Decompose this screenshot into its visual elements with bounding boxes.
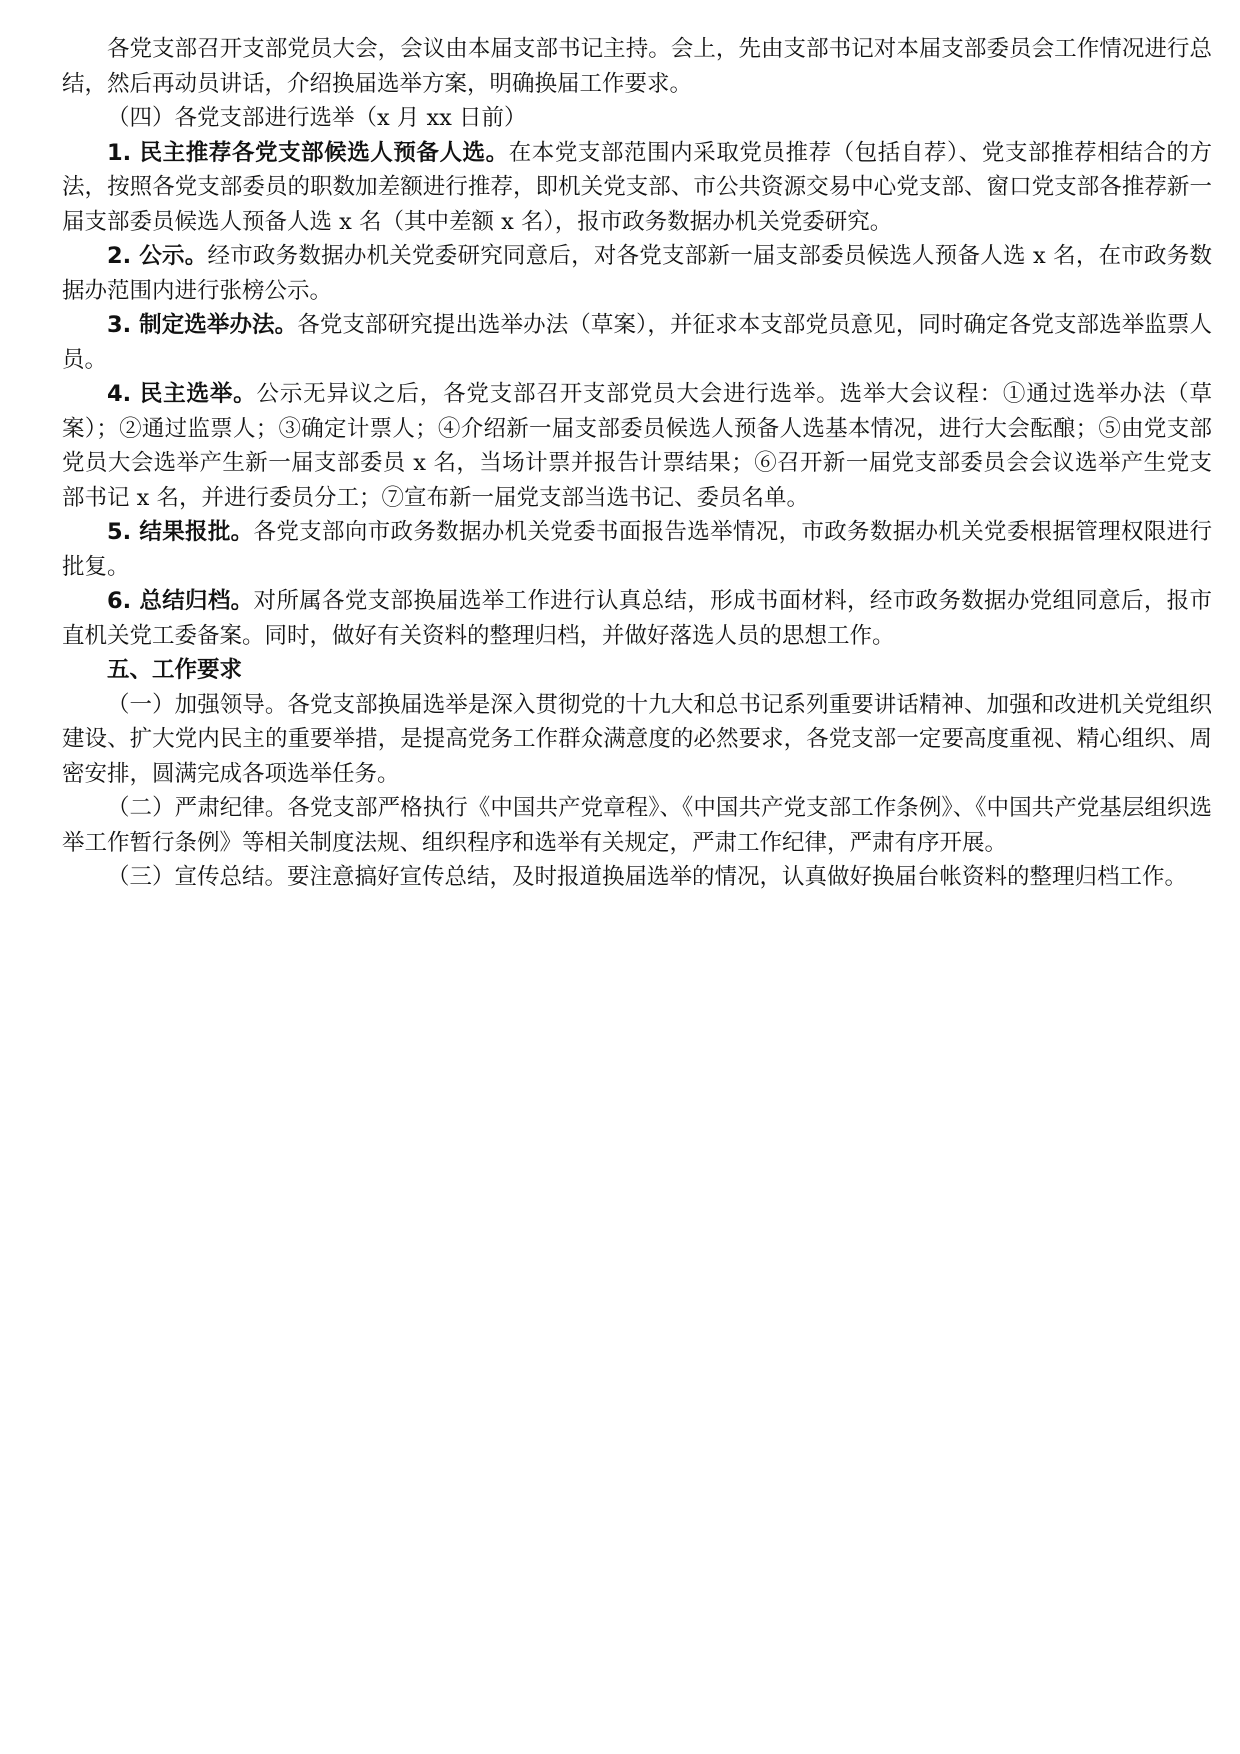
paragraph [62,32,1212,101]
paragraph-text: 各党支部召开支部党员大会，会议由本届支部书记主持。会上，先由支部书记对本届支部委员会工作情况进行总结，然后再动员讲话，介绍换届选举方案，明确换届工作要求。 [62,36,1212,97]
paragraph-lead: 1. 民主推荐各党支部候选人预备人选。 [107,139,509,166]
paragraph-text: 经市政务数据办机关党委研究同意后，对各党支部新一届支部委员候选人预备人选 x 名，在市政务数据办范围内进行张榜公示。 [62,243,1212,304]
paragraph [62,136,1212,240]
paragraph [62,308,1212,377]
paragraph-text: 各党支部向市政务数据办机关党委书面报告选举情况，市政务数据办机关党委根据管理权限进行批复。 [62,519,1212,580]
paragraph [62,377,1212,515]
paragraph-text: 对所属各党支部换届选举工作进行认真总结，形成书面材料，经市政务数据办党组同意后，报市直机关党工委备案。同时，做好有关资料的整理归档，并做好落选人员的思想工作。 [62,588,1212,649]
document-body [62,32,1212,895]
paragraph-text: （三）宣传总结。要注意搞好宣传总结，及时报道换届选举的情况，认真做好换届台帐资料的整理归档工作。 [107,864,1188,890]
subsection-heading [62,101,1212,136]
paragraph-text: （一）加强领导。各党支部换届选举是深入贯彻党的十九大和总书记系列重要讲话精神、加强和改进机关党组织建设、扩大党内民主的重要举措，是提高党务工作群众满意度的必然要求，各党支部一定要高度重视、精心组织、周密安排，圆满完成各项选举任务。 [62,691,1212,787]
paragraph [62,515,1212,584]
paragraph [62,239,1212,308]
paragraph-lead: 2. 公示。 [107,243,208,269]
paragraph-lead: 6. 总结归档。 [107,588,254,614]
section-heading-text: 五、工作要求 [107,657,243,683]
paragraph [62,688,1212,792]
paragraph-lead: 4. 民主选举。 [107,381,257,407]
paragraph-text: 公示无异议之后，各党支部召开支部党员大会进行选举。选举大会议程：①通过选举办法（草案）；②通过监票人；③确定计票人；④介绍新一届支部委员候选人预备人选基本情况，进行大会酝酿；⑤由党支部党员大会选举产生新一届支部委员 x 名，当场计票并报告计票结果；⑥召开新一届党支部委员会会议选举产生党支部书记 x 名，并进行委员分工；⑦宣布新一届党支部当选书记、委员名单。 [62,381,1212,511]
paragraph-lead: 5. 结果报批。 [107,519,254,545]
paragraph-text: （四）各党支部进行选举（x 月 xx 日前） [107,105,527,131]
paragraph [62,860,1212,895]
paragraph-text: 各党支部研究提出选举办法（草案），并征求本支部党员意见，同时确定各党支部选举监票人员。 [62,312,1212,373]
paragraph-text: （二）严肃纪律。各党支部严格执行《中国共产党章程》、《中国共产党支部工作条例》、《中国共产党基层组织选举工作暂行条例》等相关制度法规、组织程序和选举有关规定，严肃工作纪律，严肃有序开展。 [62,795,1212,856]
paragraph-lead: 3. 制定选举办法。 [107,312,298,338]
paragraph-text: 在本党支部范围内采取党员推荐（包括自荐）、党支部推荐相结合的方法，按照各党支部委员的职数加差额进行推荐，即机关党支部、市公共资源交易中心党支部、窗口党支部各推荐新一届支部委员候选人预备人选 x 名（其中差额 x 名），报市政务数据办机关党委研究。 [62,139,1212,235]
paragraph [62,584,1212,653]
paragraph [62,791,1212,860]
section-heading [62,653,1212,688]
